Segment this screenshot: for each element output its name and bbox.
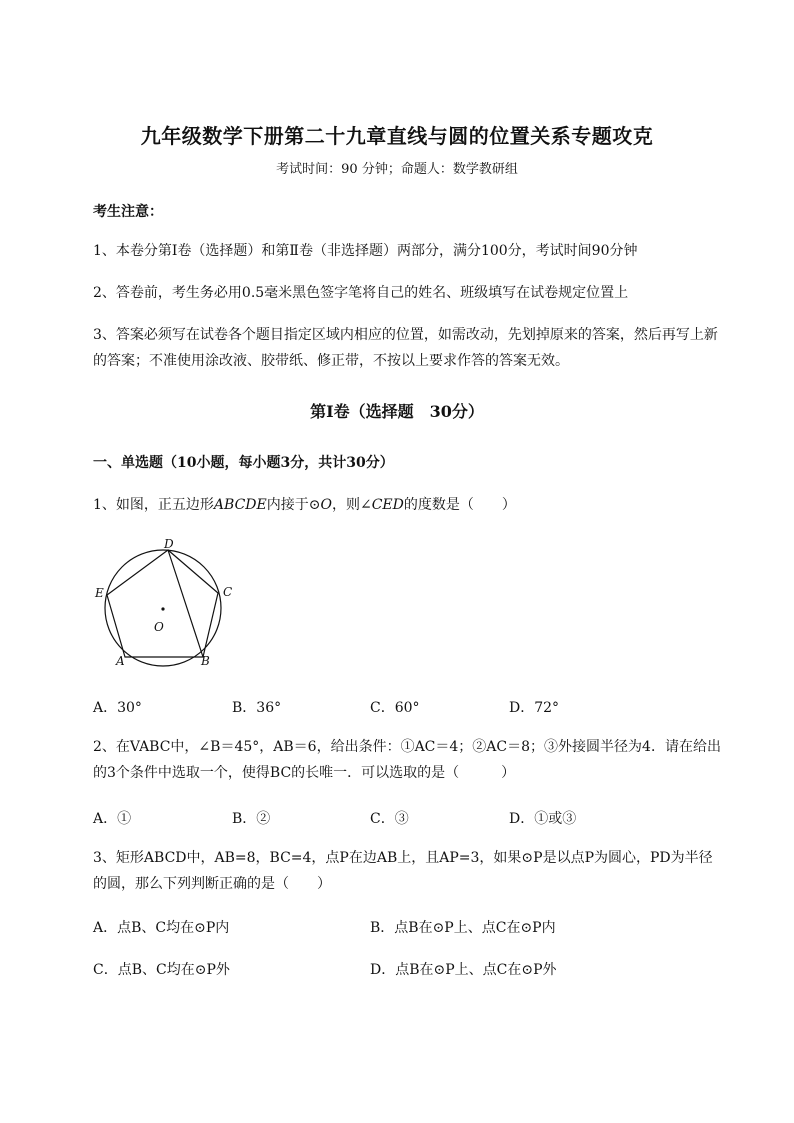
q3-option-c[interactable]: C．点B、C均在⊙P外 — [93, 962, 230, 978]
q2-option-c[interactable]: C．③ — [370, 811, 409, 827]
label-c: C — [223, 585, 233, 599]
q1-option-d[interactable]: D．72° — [509, 700, 560, 716]
q1-center-name: O — [320, 497, 332, 513]
segment-db — [168, 550, 203, 657]
q1-option-b[interactable]: B．36° — [232, 700, 282, 716]
label-e: E — [95, 586, 104, 600]
notice-heading: 考生注意： — [93, 204, 163, 220]
q3-option-b[interactable]: B．点B在⊙P上、点C在⊙P内 — [370, 920, 556, 936]
question-2-line-2: 的3个条件中选取一个，使得BC的长唯一．可以选取的是（ ） — [93, 765, 516, 781]
center-dot — [161, 607, 164, 610]
question-1-text — [93, 494, 516, 514]
label-d: D — [164, 537, 174, 551]
q1-text-b: 内接于⊙ — [266, 497, 321, 513]
q1-text-a: 1、如图，正五边形 — [93, 497, 214, 513]
notice-item-3-cont: 的答案；不准使用涂改液、胶带纸、修正带，不按以上要求作答的答案无效。 — [93, 353, 569, 369]
q1-option-c[interactable]: C．60° — [370, 700, 420, 716]
q1-text-c: ，则∠ — [331, 497, 372, 513]
page-subtitle: 考试时间：90 分钟；命题人：数学教研组 — [276, 162, 518, 177]
q3-option-a[interactable]: A．点B、C均在⊙P内 — [93, 920, 230, 936]
notice-item-1: 1、本卷分第Ⅰ卷（选择题）和第Ⅱ卷（非选择题）两部分，满分100分，考试时间90分钟 — [93, 243, 638, 259]
pentagon-figure — [90, 535, 240, 675]
section-title: 第Ⅰ卷（选择题 30分） — [310, 402, 484, 421]
question-3-line-2: 的圆，那么下列判断正确的是（ ） — [93, 876, 331, 892]
notice-item-3: 3、答案必须写在试卷各个题目指定区域内相应的位置，如需改动，先划掉原来的答案，然后再写上新 — [93, 327, 718, 343]
q2-option-b[interactable]: B．② — [232, 811, 271, 827]
q1-angle-name: CED — [371, 497, 404, 513]
notice-item-2: 2、答卷前，考生务必用0.5毫米黑色签字笔将自己的姓名、班级填写在试卷规定位置上 — [93, 285, 629, 301]
page-title: 九年级数学下册第二十九章直线与圆的位置关系专题攻克 — [140, 124, 654, 148]
q1-text-d: 的度数是（ ） — [403, 497, 516, 513]
label-o: O — [154, 620, 164, 634]
question-2-line-1: 2、在VABC中，∠B＝45°，AB＝6，给出条件：①AC＝4；②AC＝8；③外接圆半径为4．请在给出 — [93, 739, 721, 755]
label-a: A — [116, 654, 125, 668]
question-3-line-1: 3、矩形ABCD中，AB=8，BC=4，点P在边AB上，且AP=3，如果⊙P是以点P为圆心，PD为半径 — [93, 850, 713, 866]
q1-option-a[interactable]: A．30° — [93, 700, 142, 716]
q1-pentagon-name: ABCDE — [213, 497, 267, 513]
q2-option-d[interactable]: D．①或③ — [509, 811, 577, 827]
label-b: B — [201, 654, 210, 668]
q2-option-a[interactable]: A．① — [93, 811, 132, 827]
part-heading: 一、单选题（10小题，每小题3分，共计30分） — [93, 455, 394, 471]
q3-option-d[interactable]: D．点B在⊙P上、点C在⊙P外 — [370, 962, 557, 978]
